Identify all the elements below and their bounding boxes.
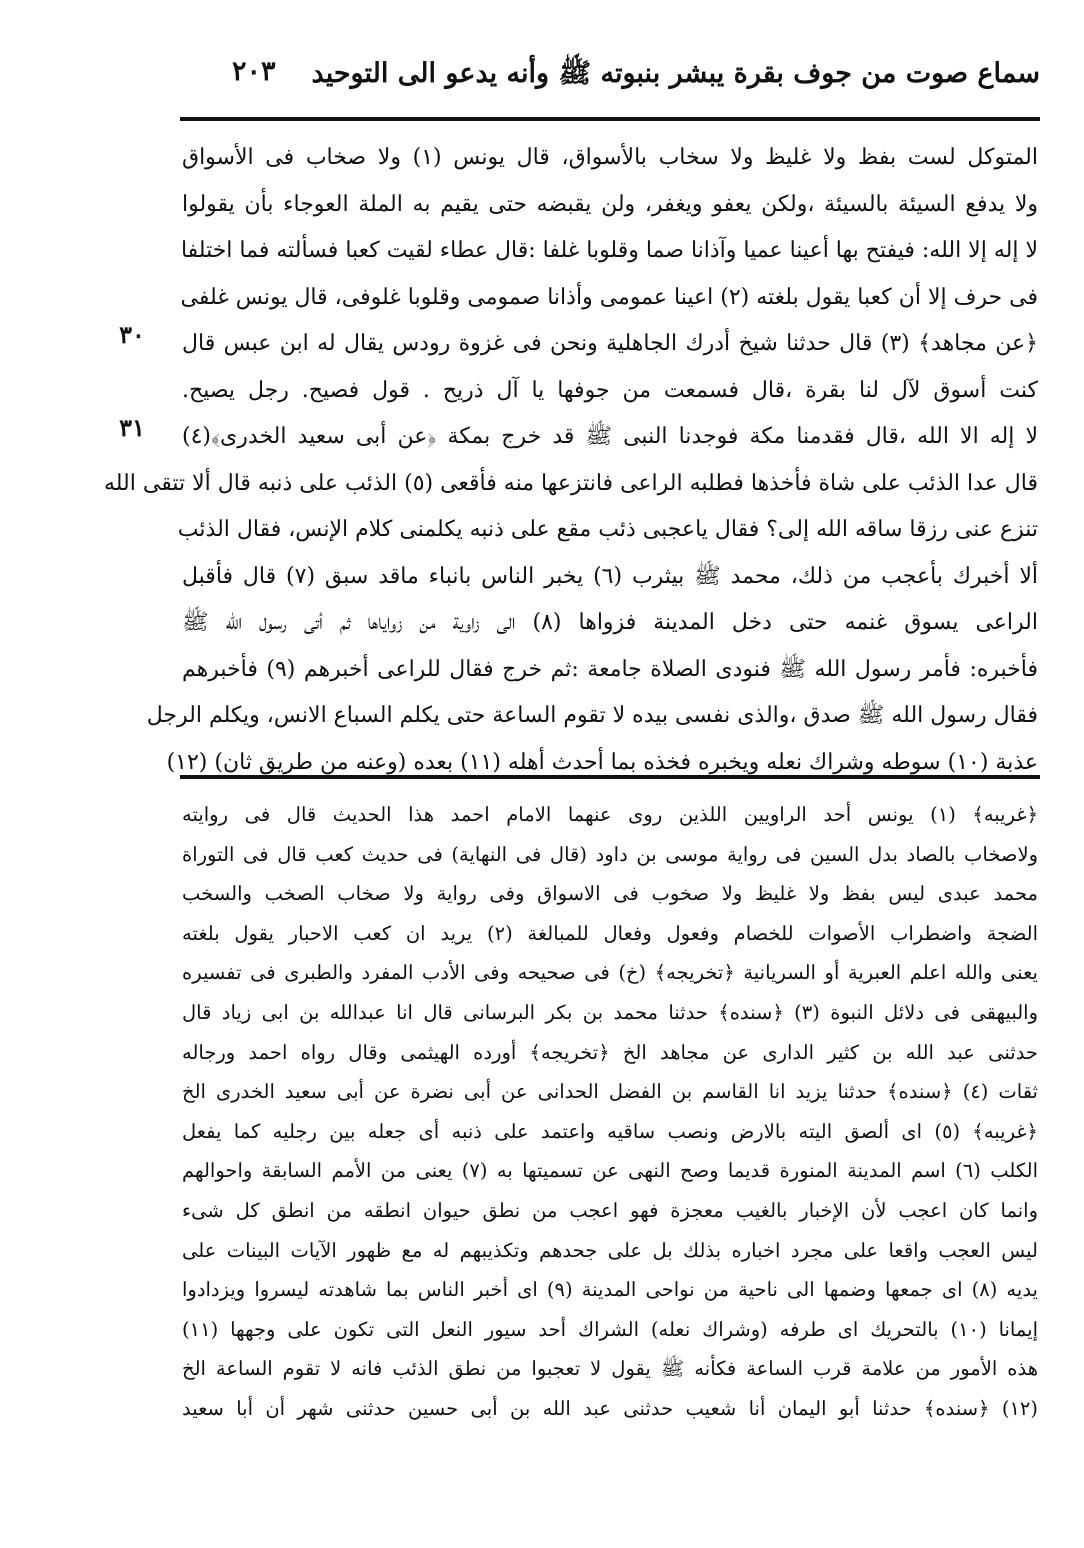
footnote-line: إيمانا (١٠) بالتحريك اى طرفه (وشراك نعله) الشراك أحد سيور النعل التى تكون على وجهها (١١) <box>182 1317 1038 1341</box>
margin-hadith-number: ٣٠ <box>119 320 145 349</box>
main-text-line: فقال رسول الله ﷺ صدق ،والذى نفسى بيده لا تقوم الساعة حتى يكلم السباع الانس، ويكلم الرجل <box>146 703 1038 728</box>
footnote-line: وانما كان اعجب لأن الإخبار بالغيب معجزة فهو اعجب من نطق حيوان انطقه من انطق كل شىء <box>182 1198 1038 1222</box>
page-number: ٢٠٣ <box>232 56 276 87</box>
footnote-line: ﴿غريبه﴾ (١) يونس أحد الراويين اللذين روى عنهما الامام احمد هذا الحديث قال فى روايته <box>182 803 1038 826</box>
footnote-line: ثقات (٤) ﴿سنده﴾ حدثنا يزيد انا القاسم بن الفضل الحدانى عن أبى نضرة عن أبى سعيد الخدرى الخ <box>182 1080 1038 1104</box>
margin-hadith-number: ٣١ <box>119 413 145 442</box>
main-text-line: فأخبره: فأمر رسول الله ﷺ فنودى الصلاة جامعة :ثم خرج فقال للراعى أخبرهم (٩) فأخبرهم <box>182 656 1038 682</box>
footnote-line: ﴿غريبه﴾ (٥) اى ألصق اليته بالارض ونصب ساقيه واعتمد على ذنبه أى جعله بين رجليه كما يفعل <box>182 1119 1038 1143</box>
main-text-line: تنزع عنى رزقا ساقه الله إلى؟ فقال ياعجبى ذئب مقع على ذنبه يكلمنى كلام الإنس، فقال الذئب <box>177 517 1038 542</box>
main-text-line: فى حرف إلا أن كعبا يقول بلغته (٢) اعينا عمومى وأذانا صمومى وقلوبا غلوفى، قال يونس غلفى <box>180 284 1038 310</box>
footnotes-block <box>182 795 1038 1429</box>
page-header <box>180 50 1040 100</box>
footnote-line: ولاصخاب بالصاد بدل السين فى رواية موسى بن داود (قال فى النهاية) فى حديث كعب قال فى التوراة <box>182 842 1038 866</box>
footnote-line: والبيهقى فى دلائل النبوة (٣) ﴿سنده﴾ حدثنا محمد بن بكر البرسانى قال انا عبدالله بن ابى زياد قال <box>182 1000 1039 1024</box>
main-text-line: ألا أخبرك بأعجب من ذلك، محمد ﷺ بيثرب (٦) يخبر الناس بانباء ماقد سبق (٧) قال فأقبل <box>182 563 1038 589</box>
main-text-line: ولا يدفع السيئة بالسيئة ،ولكن يعفو ويغفر، ولن يقبضه حتى يقيم به الملة العوجاء بأن يقولوا <box>182 191 1038 217</box>
main-text-line: الراعى يسوق غنمه حتى دخل المدينة فزواها (٨) الى زاوية من زواياها ثم أتى رسول الله ﷺ <box>182 610 1038 635</box>
footnote-line: (١٢) ﴿سنده﴾ حدثنا أبو اليمان أنا شعيب حدثنى عبد الله بن أبى حسين حدثنى شهر أن أبا سعيد <box>182 1396 1038 1420</box>
main-text-line: عذبة (١٠) سوطه وشراك نعله ويخبره فخذه بما أحدث أهله (١١) بعده (وعنه من طريق ثان) (١٢) <box>166 749 1038 775</box>
main-text-line: كنت أسوق لآل لنا بقرة ،قال فسمعت من جوفها يا آل ذريح . قول فصيح. رجل يصيح. <box>182 377 1038 403</box>
page-title: سماع صوت من جوف بقرة يبشر بنبوته ﷺ وأنه يدعو الى التوحيد <box>311 58 1040 89</box>
footnote-line: يديه (٨) اى جمعها وضمها الى ناحية من نواحى المدينة (٩) اى أخبر الناس بما شاهدته ليسروا ويزدادوا <box>182 1278 1038 1302</box>
footnote-line: الكلب (٦) اسم المدينة المنورة قديما وصح النهى عن تسميتها به (٧) يعنى من الأمم السابقة واحوالهم <box>182 1159 1038 1183</box>
footnote-line: حدثنى عبد الله بن كثير الدارى عن مجاهد الخ ﴿تخريجه﴾ أورده الهيثمى وقال رواه احمد ورجاله <box>182 1040 1038 1064</box>
main-text-line: قال عدا الذئب على شاة فأخذها فطلبه الراعى فانتزعها منه فأقعى (٥) الذئب على ذنبه قال ألا تتقى الله <box>103 470 1038 496</box>
footnote-divider <box>180 775 1040 779</box>
main-text-line: لا إله إلا الله: فيفتح بها أعينا عميا وآذانا صما وقلوبا غلفا :قال عطاء لقيت كعبا فسألته فما اختلفا <box>180 238 1038 263</box>
footnote-line: محمد عبدى ليس بفظ ولا غليظ ولا صخوب فى الاسواق وفى رواية ولا صخاب الصخب والسخب <box>182 882 1038 906</box>
header-rule <box>180 117 1040 121</box>
footnote-line: يعنى والله اعلم العبرية أو السريانية ﴿تخريجه﴾ (خ) فى صحيحه وفى الأدب المفرد والطبرى فى تفسيره <box>182 961 1038 985</box>
main-text-line: المتوكل لست بفظ ولا غليظ ولا سخاب بالأسواق، قال يونس (١) ولا صخاب فى الأسواق <box>182 145 1038 170</box>
main-text-line: ﴿عن مجاهد﴾ (٣) قال حدثنا شيخ أدرك الجاهلية ونحن فى غزوة رودس يقال له ابن عبس قال <box>182 331 1039 356</box>
footnote-line: الضجة واضطراب الأصوات للخصام وفعول وفعال للمبالغة (٢) يريد ان كعب الاحبار يقول بلغته <box>182 921 1038 945</box>
footnote-line: هذه الأمور من علامة قرب الساعة فكأنه ﷺ يقول لا تعجبوا من نطق الذئب فانه لا تقوم الساعة الخ <box>182 1357 1038 1381</box>
main-text-line: لا إله الا الله ،قال فقدمنا مكة فوجدنا النبى ﷺ قد خرج بمكة ﴿عن أبى سعيد الخدرى﴾(٤) <box>182 424 1038 449</box>
footnote-line: ليس العجب واقعا على مجرد اخباره بذلك بل على جحدهم وتكذيبهم له مع ظهور الآيات البينات على <box>182 1238 1038 1262</box>
